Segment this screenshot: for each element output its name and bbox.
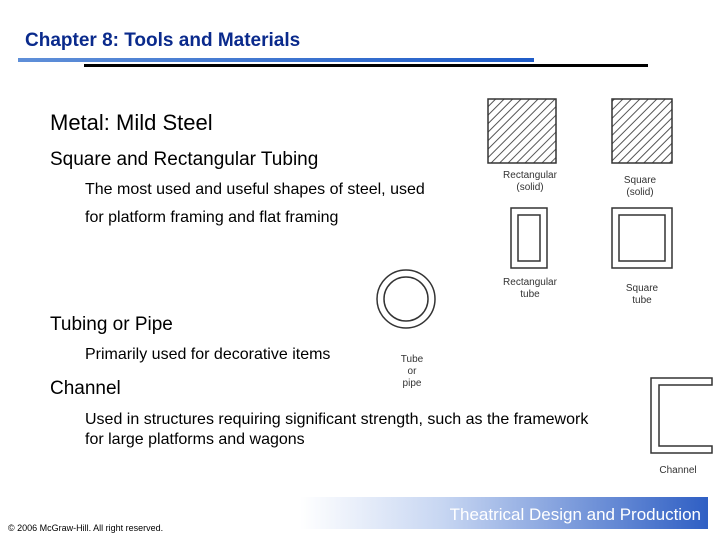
copyright-notice: © 2006 McGraw-Hill. All right reserved. xyxy=(8,523,164,533)
section-title-square-tubing: Square and Rectangular Tubing xyxy=(50,149,319,170)
section-text-line: The most used and useful shapes of steel, used xyxy=(85,181,425,198)
section-text-line: Used in structures requiring significant strength, such as the framework xyxy=(85,411,589,428)
tube-pipe-caption xyxy=(394,354,430,390)
caption-line: Tube xyxy=(400,354,424,365)
square-tube-caption xyxy=(612,283,672,307)
caption-line: Rectangular xyxy=(503,277,557,288)
slide-heading: Metal: Mild Steel xyxy=(50,110,213,135)
chapter-title: Chapter 8: Tools and Materials xyxy=(25,30,301,51)
caption-line: tube xyxy=(632,295,652,306)
rectangular-tube-caption xyxy=(494,277,566,301)
caption-line: Rectangular xyxy=(503,170,557,181)
caption-line: pipe xyxy=(402,378,422,389)
caption-line: Square xyxy=(625,283,659,294)
section-title-tubing-pipe: Tubing or Pipe xyxy=(50,314,173,335)
pipe-outer xyxy=(377,270,435,328)
caption-line: (solid) xyxy=(516,182,544,193)
caption-line: (solid) xyxy=(626,187,654,198)
channel-caption: Channel xyxy=(659,465,697,476)
caption-line: or xyxy=(407,366,417,377)
square-solid-shape xyxy=(612,99,672,163)
rectangular-solid-caption xyxy=(494,170,566,194)
section-text-line: for large platforms and wagons xyxy=(85,431,305,448)
channel-shape xyxy=(651,378,712,453)
section-title-channel: Channel xyxy=(50,378,121,399)
caption-line: Square xyxy=(623,175,657,186)
rectangular-solid-shape xyxy=(488,99,556,163)
section-text-line: Primarily used for decorative items xyxy=(85,346,331,363)
square-tube-outer xyxy=(612,208,672,268)
square-tube-inner xyxy=(619,215,665,261)
square-solid-caption xyxy=(608,175,672,199)
section-text-line: for platform framing and flat framing xyxy=(85,209,339,226)
rectangular-tube-outer xyxy=(511,208,547,268)
caption-line: tube xyxy=(520,289,540,300)
rectangular-tube-inner xyxy=(518,215,540,261)
footer-book-title: Theatrical Design and Production xyxy=(449,505,701,524)
pipe-inner xyxy=(384,277,428,321)
